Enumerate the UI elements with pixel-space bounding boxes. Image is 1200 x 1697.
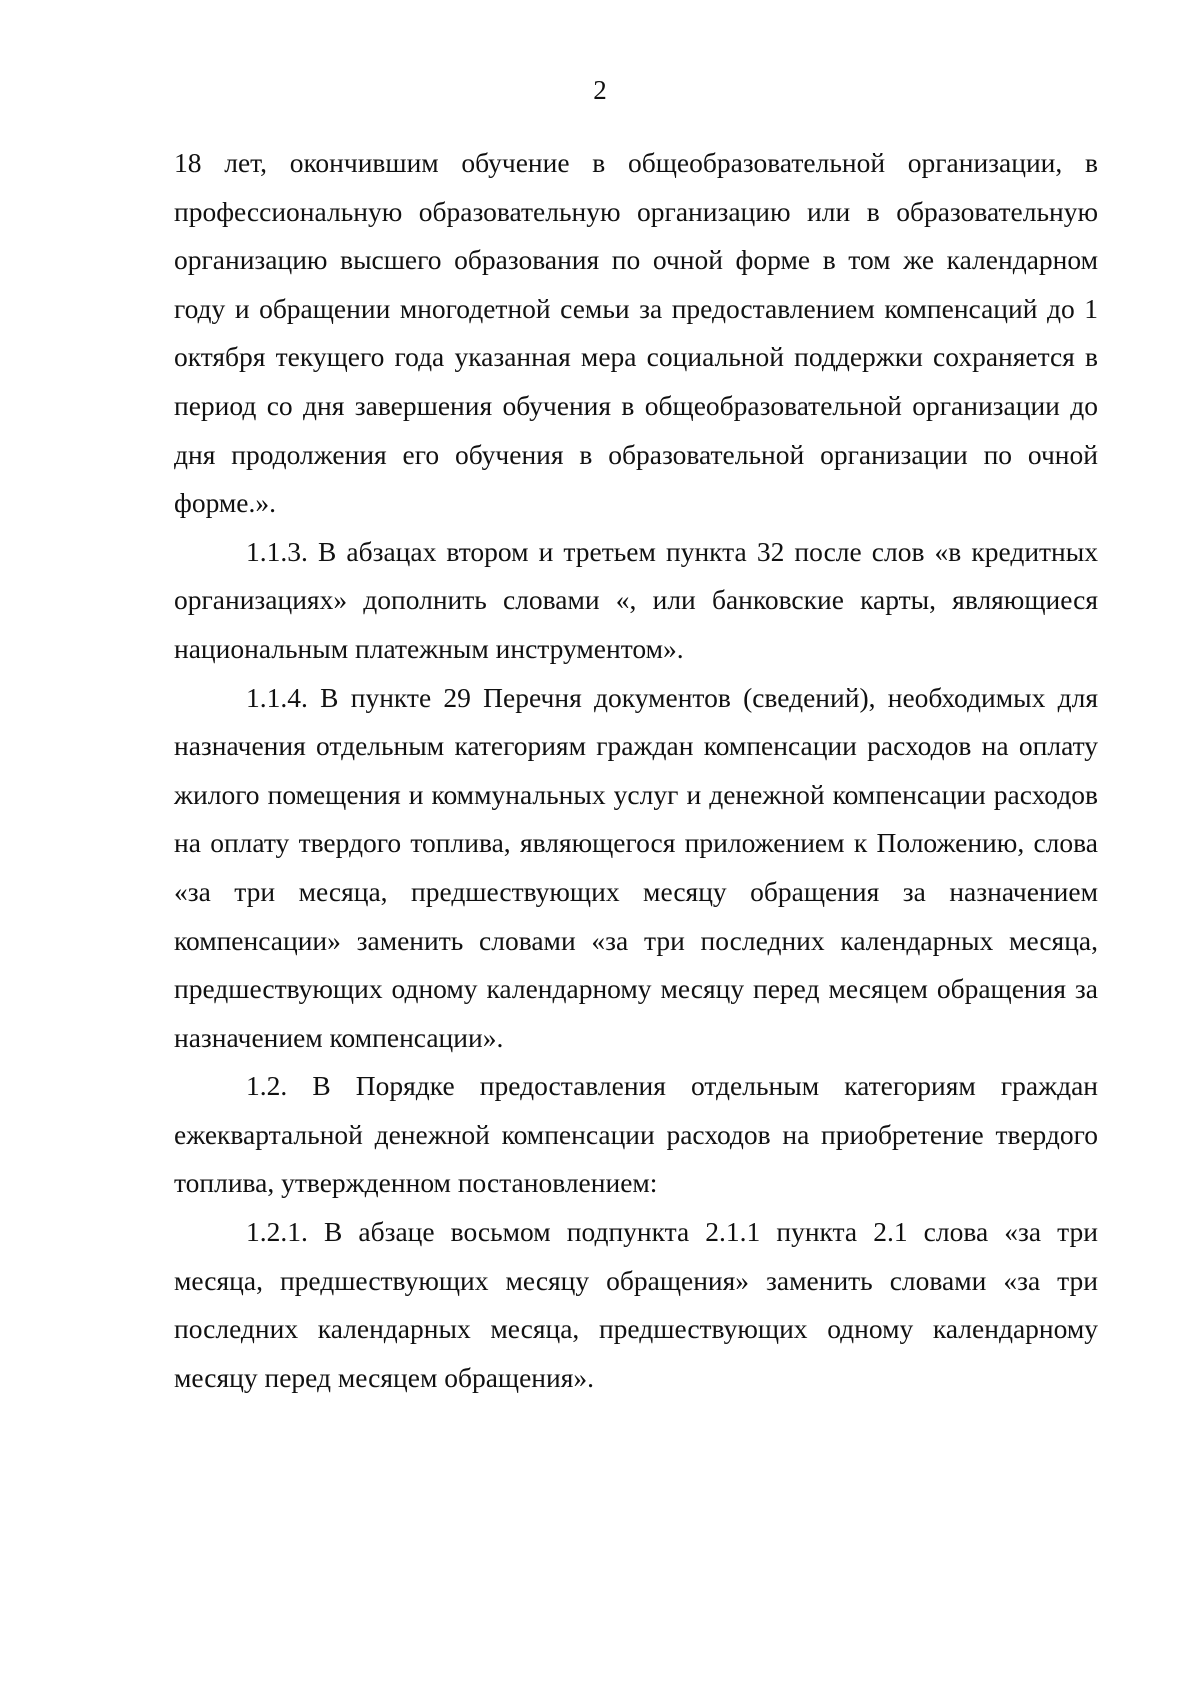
document-body <box>174 139 1098 1402</box>
paragraph-item-1-2-1: 1.2.1. В абзаце восьмом подпункта 2.1.1 пункта 2.1 слова «за три месяца, предшествующих месяцу обращения» заменить словами «за три последних календарных месяца, предшествующих одному календарному месяцу перед месяцем обращения». <box>174 1216 1098 1393</box>
paragraph-continuation: 18 лет, окончившим обучение в общеобразовательной организации, в профессиональную образовательную организацию или в образовательную организацию высшего образования по очной форме в том же календарном году и обращении многодетной семьи за предоставлением компенсаций до 1 октября текущего года указанная мера социальной поддержки сохраняется в период со дня завершения обучения в общеобразовательной организации до дня продолжения его обучения в образовательной организации по очной форме.». <box>174 147 1098 519</box>
page-number: 2 <box>593 75 607 105</box>
paragraph-item-1-1-3: 1.1.3. В абзацах втором и третьем пункта 32 после слов «в кредитных организациях» дополнить словами «, или банковские карты, являющиеся национальным платежным инструментом». <box>174 535 1098 664</box>
paragraph-item-1-2: 1.2. В Порядке предоставления отдельным категориям граждан ежеквартальной денежной компенсации расходов на приобретение твердого топлива, утвержденном постановлением: <box>174 1070 1098 1199</box>
paragraph-item-1-1-4: 1.1.4. В пункте 29 Перечня документов (сведений), необходимых для назначения отдельным категориям граждан компенсации расходов на оплату жилого помещения и коммунальных услуг и денежной компенсации расходов на оплату твердого топлива, являющегося приложением к Положению, слова «за три месяца, предшествующих месяцу обращения за назначением компенсации» заменить словами «за три последних календарных месяца, предшествующих одному календарному месяцу перед месяцем обращения за назначением компенсации». <box>174 681 1098 1053</box>
